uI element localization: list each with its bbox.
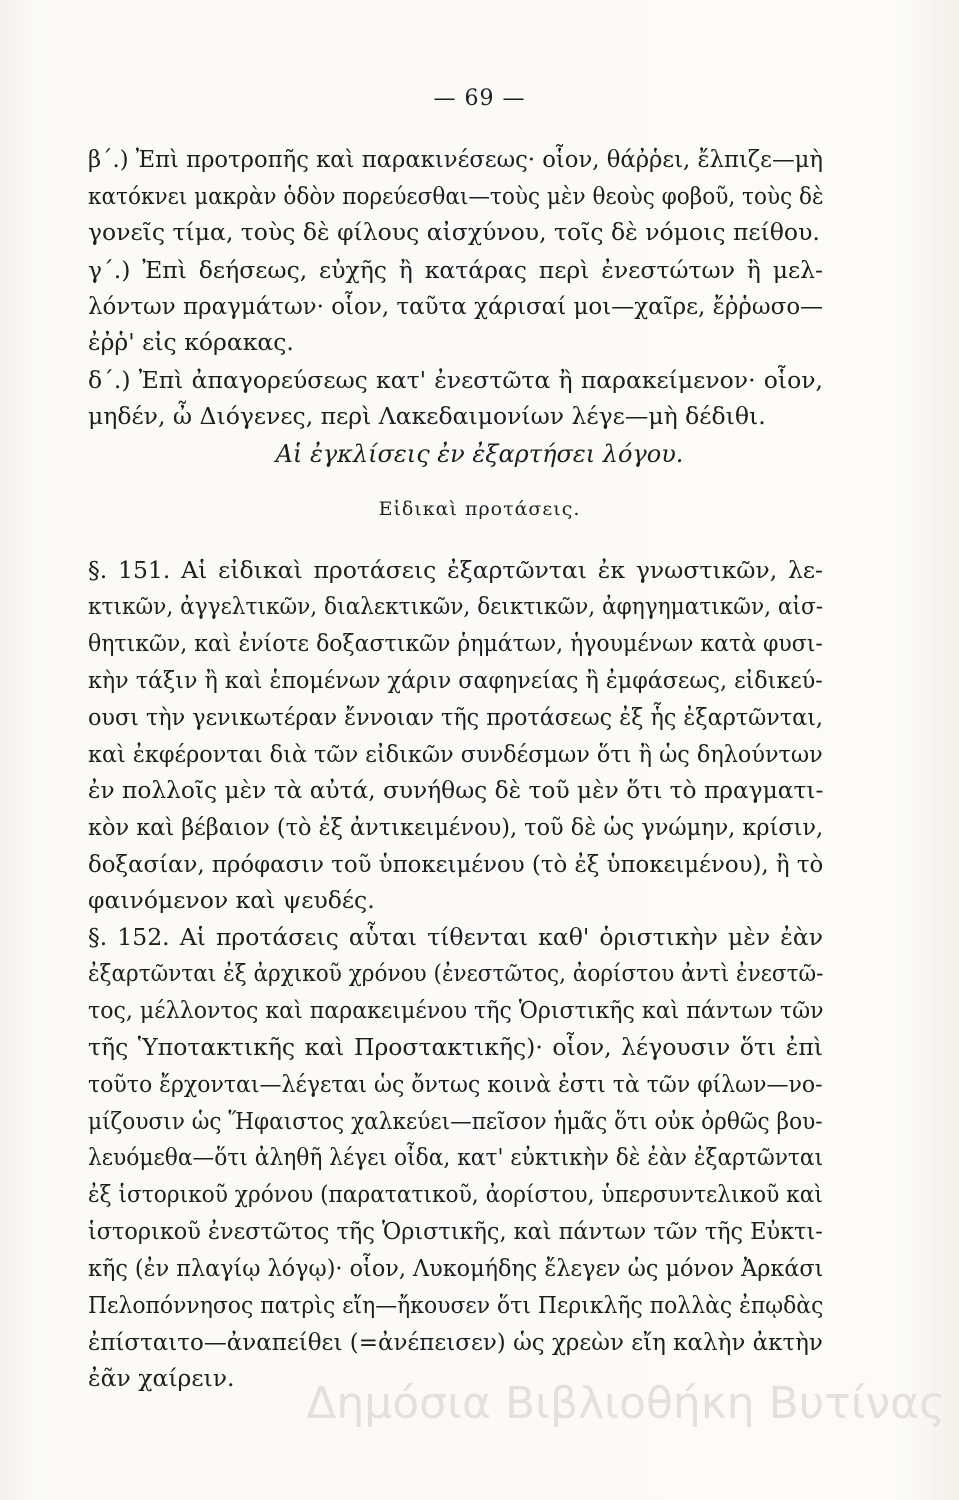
text-line: Πελοπόννησος πατρὶς εἴη—ἤκουσεν ὅτι Περικλῆς πολλὰς ἐπῳδὰς <box>88 1291 824 1319</box>
text-line: λόντων πραγμάτων· οἷον, ταῦτα χάρισαί μοι—χαῖρε, ἔῤῥωσο— <box>88 292 824 320</box>
text-line: δ΄.) Ἐπὶ ἀπαγορεύσεως κατ' ἐνεστῶτα ἢ παρακείμενον· οἷον, <box>88 366 823 394</box>
text-line: §. 151. Αἱ εἰδικαὶ προτάσεις ἐξαρτῶνται ἐκ γνωστικῶν, λε- <box>88 556 823 584</box>
library-watermark: Δημόσια Βιβλιοθήκη Βυτίνας <box>306 1378 945 1429</box>
page-number: — 69 — <box>433 86 526 111</box>
text-line: ἐπίσταιτο—ἀναπείθει (=ἀνέπεισεν) ὡς χρεὼν εἴη καλὴν ἀκτὴν <box>88 1328 823 1356</box>
text-line: κὸν καὶ βέβαιον (τὸ ἐξ ἀντικειμένου), τοῦ δὲ ὡς γνώμην, κρίσιν, <box>88 813 824 841</box>
text-line: τοῦτο ἔρχονται—λέγεται ὡς ὄντως κοινὰ ἐστι τὰ τῶν φίλων—νο- <box>88 1070 823 1098</box>
text-line: ἐξαρτῶνται ἐξ ἀρχικοῦ χρόνου (ἐνεστῶτος, ἀορίστου ἀντὶ ἐνεστῶ- <box>88 959 824 987</box>
text-line: γ΄.) Ἐπὶ δεήσεως, εὐχῆς ἢ κατάρας περὶ ἐνεστώτων ἢ μελ- <box>88 256 823 284</box>
text-line: κατόκνει μακρὰν ὁδὸν πορεύεσθαι—τοὺς μὲν θεοὺς φοβοῦ, τοὺς δὲ <box>88 182 824 210</box>
text-line: δοξασίαν, πρόφασιν τοῦ ὑποκειμένου (τὸ ἐξ ὑποκειμένου), ἢ τὸ <box>88 850 824 878</box>
subsection-heading: Εἰδικαὶ προτάσεις. <box>378 498 581 520</box>
text-line: μίζουσιν ὡς Ἥφαιστος χαλκεύει—πεῖσον ἡμᾶς ὅτι οὐκ ὀρθῶς βου- <box>88 1107 823 1135</box>
text-line: τος, μέλλοντος καὶ παρακειμένου τῆς Ὁριστικῆς καὶ πάντων τῶν <box>88 996 824 1024</box>
text-line: ἐῤῥ' εἰς κόρακας. <box>88 328 294 356</box>
text-line: β΄.) Ἐπὶ προτροπῆς καὶ παρακινέσεως· οἷον, θάῤῥει, ἔλπιζε—μὴ <box>88 145 824 173</box>
text-line: κὴν τάξιν ἢ καὶ ἑπομένων χάριν σαφηνείας ἢ ἐμφάσεως, εἰδικεύ- <box>88 666 823 694</box>
text-line: φαινόμενον καὶ ψευδές. <box>88 886 375 914</box>
text-line: ουσι τὴν γενικωτέραν ἔννοιαν τῆς προτάσεως ἐξ ἧς ἐξαρτῶνται, <box>88 703 824 731</box>
text-line: λευόμεθα—ὅτι ἀληθῆ λέγει οἶδα, κατ' εὐκτικὴν δὲ ἐὰν ἐξαρτῶνται <box>88 1143 824 1171</box>
text-line: ἐν πολλοῖς μὲν τὰ αὐτά, συνήθως δὲ τοῦ μὲν ὅτι τὸ πραγματι- <box>88 776 824 804</box>
text-line: ἐᾶν χαίρειν. <box>88 1364 235 1392</box>
text-line: κῆς (ἐν πλαγίῳ λόγῳ)· οἷον, Λυκομήδης ἔλεγεν ὡς μόνον Ἀρκάσι <box>88 1254 824 1282</box>
text-line: κτικῶν, ἀγγελτικῶν, διαλεκτικῶν, δεικτικῶν, ἀφηγηματικῶν, αἰσ- <box>88 592 824 620</box>
text-line: τῆς Ὑποτακτικῆς καὶ Προστακτικῆς)· οἷον, λέγουσιν ὅτι ἐπὶ <box>88 1033 823 1061</box>
text-line: ἱστορικοῦ ἐνεστῶτος τῆς Ὁριστικῆς, καὶ πάντων τῶν τῆς Εὐκτι- <box>88 1217 823 1245</box>
text-line: γονεῖς τίμα, τοὺς δὲ φίλους αἰσχύνου, τοῖς δὲ νόμοις πείθου. <box>88 218 820 246</box>
text-line: §. 152. Αἱ προτάσεις αὗται τίθενται καθ' ὁριστικὴν μὲν ἐὰν <box>88 923 823 951</box>
text-line: ἐξ ἱστορικοῦ χρόνου (παρατατικοῦ, ἀορίστου, ὑπερσυντελικοῦ καὶ <box>88 1180 823 1208</box>
section-heading: Αἱ ἐγκλίσεις ἐν ἐξαρτήσει λόγου. <box>275 440 684 468</box>
text-line: μηδέν, ὦ Διόγενες, περὶ Λακεδαιμονίων λέγε—μὴ δέδιθι. <box>88 402 766 430</box>
text-line: θητικῶν, καὶ ἐνίοτε δοξαστικῶν ῥημάτων, ἡγουμένων κατὰ φυσι- <box>88 629 823 657</box>
text-line: καὶ ἐκφέρονται διὰ τῶν εἰδικῶν συνδέσμων ὅτι ἢ ὡς δηλούντων <box>88 740 823 768</box>
